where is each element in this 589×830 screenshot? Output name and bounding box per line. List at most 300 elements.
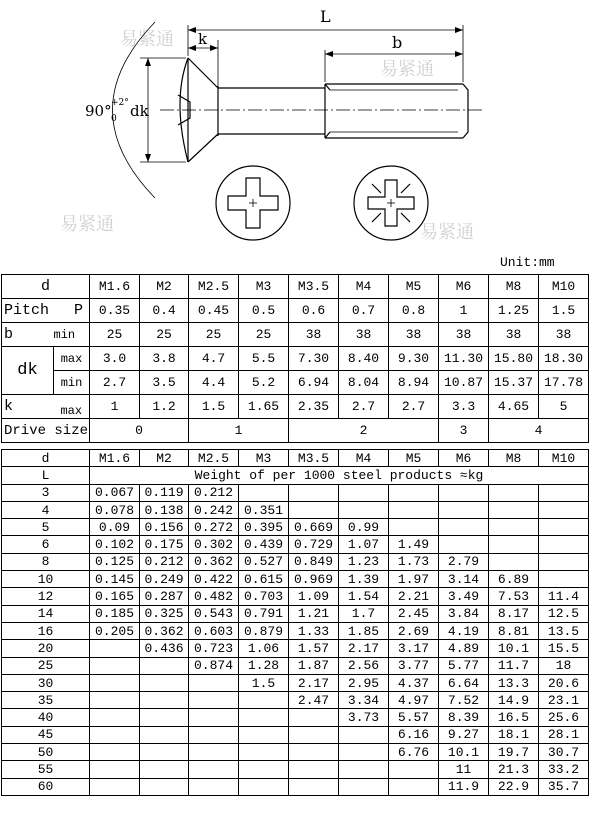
k-sub-label: max	[54, 395, 90, 419]
weight-cell	[539, 571, 589, 588]
weight-cell	[489, 536, 539, 553]
pitch-symbol: P	[74, 302, 84, 319]
table-row	[2, 761, 589, 778]
weight-cell: 9.27	[439, 726, 489, 743]
weight-cell	[189, 726, 239, 743]
weight-cell: 18.1	[489, 726, 539, 743]
b-value: 38	[439, 323, 489, 347]
angle-label: 90°	[85, 102, 112, 120]
weight-cell	[239, 778, 289, 795]
weight-cell: 3.73	[339, 709, 389, 726]
size-cell: M6	[439, 275, 489, 299]
table-row	[2, 605, 589, 622]
dk-max-value: 5.5	[239, 347, 289, 371]
weight-cell: 1.07	[339, 536, 389, 553]
weight-cell	[439, 519, 489, 536]
table-row	[2, 778, 589, 795]
weight-cell: 0.125	[90, 553, 140, 570]
size-cell: M2.5	[189, 450, 239, 467]
weight-cell: 2.21	[389, 588, 439, 605]
weight-cell: 11.9	[439, 778, 489, 795]
k-value: 1	[90, 395, 140, 419]
dimension-table	[1, 274, 589, 443]
weight-cell: 6.89	[489, 571, 539, 588]
weight-cell	[189, 761, 239, 778]
k-value: 1.65	[239, 395, 289, 419]
weight-cell: 12.5	[539, 605, 589, 622]
watermark: 易紧通	[120, 29, 174, 50]
k-label: k	[2, 395, 54, 419]
length-cell: 20	[2, 640, 90, 657]
size-cell: M8	[489, 275, 539, 299]
k-row	[2, 395, 589, 419]
watermark: 易紧通	[60, 214, 114, 235]
weight-cell: 33.2	[539, 761, 589, 778]
weight-cell: 8.17	[489, 605, 539, 622]
weight-body	[2, 484, 589, 795]
weight-cell	[90, 709, 140, 726]
weight-cell: 3.49	[439, 588, 489, 605]
weight-cell: 0.212	[189, 484, 239, 501]
weight-cell	[239, 709, 289, 726]
b-label: b	[392, 33, 403, 52]
pitch-value: 1.25	[489, 299, 539, 323]
dk-min-value: 4.4	[189, 371, 239, 395]
weight-cell	[339, 778, 389, 795]
dk-min-value: 8.04	[339, 371, 389, 395]
dk-min-value: 10.87	[439, 371, 489, 395]
drive-size-row	[2, 419, 589, 443]
weight-cell: 0.395	[239, 519, 289, 536]
b-label: b	[2, 323, 54, 347]
weight-cell: 0.969	[289, 571, 339, 588]
b-value: 38	[339, 323, 389, 347]
weight-cell: 0.422	[189, 571, 239, 588]
weight-cell: 3.84	[439, 605, 489, 622]
weight-cell	[239, 692, 289, 709]
weight-cell: 0.791	[239, 605, 289, 622]
weight-cell: 35.7	[539, 778, 589, 795]
b-value: 38	[389, 323, 439, 347]
weight-cell: 30.7	[539, 744, 589, 761]
weight-cell: 3.77	[389, 657, 439, 674]
size-cell: M5	[389, 275, 439, 299]
d-label: d	[2, 275, 90, 299]
weight-cell	[140, 692, 189, 709]
weight-cell	[189, 744, 239, 761]
weight-cell: 0.703	[239, 588, 289, 605]
pitch-text: Pitch	[4, 302, 50, 319]
dk-max-value: 7.30	[289, 347, 339, 371]
k-value: 2.7	[339, 395, 389, 419]
pitch-value: 1.5	[539, 299, 589, 323]
dk-max-value: 3.8	[140, 347, 189, 371]
dk-max-row	[2, 347, 589, 371]
pozi-recess-icon	[216, 166, 290, 240]
size-cell: M10	[539, 450, 589, 467]
weight-cell	[439, 536, 489, 553]
weight-cell	[389, 519, 439, 536]
pitch-value: 0.6	[289, 299, 339, 323]
weight-cell: 1.23	[339, 553, 389, 570]
weight-cell	[90, 640, 140, 657]
weight-cell: 10.1	[439, 744, 489, 761]
weight-cell: 28.1	[539, 726, 589, 743]
size-cell: M2	[140, 275, 189, 299]
b-value: 25	[189, 323, 239, 347]
weight-d-label: d	[2, 450, 90, 467]
weight-cell	[140, 674, 189, 691]
k-label: k	[198, 30, 208, 48]
cross-recess-icon	[354, 166, 428, 240]
dk-min-row	[2, 371, 589, 395]
b-value: 38	[289, 323, 339, 347]
size-header-row	[2, 275, 589, 299]
weight-cell: 2.17	[339, 640, 389, 657]
weight-cell	[289, 709, 339, 726]
weight-cell: 16.5	[489, 709, 539, 726]
weight-cell	[189, 778, 239, 795]
pitch-value: 0.45	[189, 299, 239, 323]
weight-cell	[289, 744, 339, 761]
length-cell: 25	[2, 657, 90, 674]
length-cell: 12	[2, 588, 90, 605]
weight-cell: 0.205	[90, 622, 140, 639]
dk-max-value: 9.30	[389, 347, 439, 371]
weight-cell: 0.874	[189, 657, 239, 674]
weight-cell: 2.95	[339, 674, 389, 691]
weight-cell	[539, 484, 589, 501]
weight-cell	[389, 778, 439, 795]
weight-cell: 4.19	[439, 622, 489, 639]
table-row	[2, 726, 589, 743]
weight-cell	[90, 778, 140, 795]
length-cell: 50	[2, 744, 90, 761]
pitch-value: 0.5	[239, 299, 289, 323]
drive-size-value: 0	[90, 419, 189, 443]
size-cell: M6	[439, 450, 489, 467]
pitch-value: 0.35	[90, 299, 140, 323]
k-value: 2.35	[289, 395, 339, 419]
weight-cell	[389, 484, 439, 501]
b-value: 38	[489, 323, 539, 347]
table-row	[2, 692, 589, 709]
table-row	[2, 588, 589, 605]
weight-cell: 0.287	[140, 588, 189, 605]
k-value: 4.65	[489, 395, 539, 419]
length-cell: 4	[2, 501, 90, 518]
dk-label: dk	[2, 347, 54, 395]
weight-cell: 1.7	[339, 605, 389, 622]
angle-tol-upper: +2°	[111, 98, 129, 108]
weight-cell: 0.175	[140, 536, 189, 553]
dk-max-label: max	[54, 347, 90, 371]
size-cell: M2.5	[189, 275, 239, 299]
weight-cell	[140, 726, 189, 743]
weight-cell: 0.302	[189, 536, 239, 553]
weight-cell: 0.145	[90, 571, 140, 588]
weight-cell: 11	[439, 761, 489, 778]
k-value: 3.3	[439, 395, 489, 419]
table-row	[2, 709, 589, 726]
weight-caption-row	[2, 467, 589, 484]
b-value: 38	[539, 323, 589, 347]
weight-cell	[189, 692, 239, 709]
weight-cell: 0.185	[90, 605, 140, 622]
dk-min-value: 15.37	[489, 371, 539, 395]
length-cell: 16	[2, 622, 90, 639]
L-label: L	[320, 7, 331, 26]
weight-cell: 8.39	[439, 709, 489, 726]
weight-cell: 1.09	[289, 588, 339, 605]
weight-cell: 0.879	[239, 622, 289, 639]
weight-cell	[439, 484, 489, 501]
table-row	[2, 501, 589, 518]
dk-max-value: 8.40	[339, 347, 389, 371]
weight-cell	[239, 761, 289, 778]
pitch-label	[2, 299, 90, 323]
weight-table	[1, 449, 589, 796]
watermark: 易紧通	[420, 222, 474, 243]
length-cell: 3	[2, 484, 90, 501]
weight-cell	[90, 744, 140, 761]
weight-cell: 4.89	[439, 640, 489, 657]
table-row	[2, 622, 589, 639]
weight-cell: 25.6	[539, 709, 589, 726]
weight-cell	[489, 553, 539, 570]
length-cell: 8	[2, 553, 90, 570]
weight-cell: 0.362	[140, 622, 189, 639]
weight-cell: 1.54	[339, 588, 389, 605]
weight-cell	[239, 744, 289, 761]
pitch-value: 1	[439, 299, 489, 323]
length-cell: 60	[2, 778, 90, 795]
weight-cell	[289, 761, 339, 778]
b-sub-label: min	[54, 323, 90, 347]
weight-cell	[90, 657, 140, 674]
weight-cell: 0.362	[189, 553, 239, 570]
weight-caption: Weight of per 1000 steel products ≈kg	[90, 467, 589, 484]
weight-cell: 1.97	[389, 571, 439, 588]
weight-cell: 0.165	[90, 588, 140, 605]
weight-cell: 1.33	[289, 622, 339, 639]
table-row	[2, 519, 589, 536]
size-cell: M3.5	[289, 450, 339, 467]
drive-size-value: 1	[189, 419, 289, 443]
dk-max-value: 18.30	[539, 347, 589, 371]
weight-cell	[539, 536, 589, 553]
weight-cell: 0.99	[339, 519, 389, 536]
weight-cell: 0.272	[189, 519, 239, 536]
weight-cell: 1.39	[339, 571, 389, 588]
length-cell: 45	[2, 726, 90, 743]
k-value: 1.5	[189, 395, 239, 419]
length-cell: 6	[2, 536, 90, 553]
weight-cell: 3.34	[339, 692, 389, 709]
table-row	[2, 640, 589, 657]
dk-max-value: 15.80	[489, 347, 539, 371]
weight-cell	[289, 726, 339, 743]
weight-cell: 2.47	[289, 692, 339, 709]
weight-cell	[140, 657, 189, 674]
weight-cell: 1.06	[239, 640, 289, 657]
weight-cell: 0.482	[189, 588, 239, 605]
weight-cell: 0.729	[289, 536, 339, 553]
dk-min-value: 17.78	[539, 371, 589, 395]
k-value: 5	[539, 395, 589, 419]
weight-cell	[239, 484, 289, 501]
weight-cell: 0.615	[239, 571, 289, 588]
weight-cell: 1.28	[239, 657, 289, 674]
weight-cell: 6.64	[439, 674, 489, 691]
weight-cell	[539, 553, 589, 570]
weight-cell: 0.212	[140, 553, 189, 570]
weight-cell: 1.5	[239, 674, 289, 691]
weight-cell: 0.351	[239, 501, 289, 518]
weight-L-label: L	[2, 467, 90, 484]
weight-cell: 15.5	[539, 640, 589, 657]
length-cell: 55	[2, 761, 90, 778]
k-value: 1.2	[140, 395, 189, 419]
weight-cell: 4.97	[389, 692, 439, 709]
pitch-value: 0.8	[389, 299, 439, 323]
screw-drawing	[0, 0, 589, 255]
b-value: 25	[239, 323, 289, 347]
table-row	[2, 657, 589, 674]
weight-cell: 0.102	[90, 536, 140, 553]
weight-cell: 0.849	[289, 553, 339, 570]
length-cell: 40	[2, 709, 90, 726]
b-value: 25	[140, 323, 189, 347]
table-row	[2, 553, 589, 570]
dk-min-value: 6.94	[289, 371, 339, 395]
size-cell: M5	[389, 450, 439, 467]
weight-cell	[489, 501, 539, 518]
pitch-row	[2, 299, 589, 323]
weight-cell: 2.45	[389, 605, 439, 622]
weight-cell	[539, 501, 589, 518]
size-cell: M3	[239, 450, 289, 467]
weight-cell: 5.57	[389, 709, 439, 726]
weight-cell: 5.77	[439, 657, 489, 674]
size-cell: M8	[489, 450, 539, 467]
b-value: 25	[90, 323, 140, 347]
drive-size-value: 4	[489, 419, 589, 443]
weight-cell: 3.17	[389, 640, 439, 657]
weight-cell: 0.119	[140, 484, 189, 501]
pitch-value: 0.4	[140, 299, 189, 323]
weight-cell: 7.52	[439, 692, 489, 709]
weight-cell	[439, 501, 489, 518]
weight-cell: 2.56	[339, 657, 389, 674]
weight-cell: 4.37	[389, 674, 439, 691]
size-cell: M4	[339, 450, 389, 467]
weight-cell	[140, 761, 189, 778]
weight-cell: 6.76	[389, 744, 439, 761]
weight-cell: 1.85	[339, 622, 389, 639]
weight-cell	[339, 744, 389, 761]
table-row	[2, 536, 589, 553]
weight-cell: 10.1	[489, 640, 539, 657]
weight-cell	[339, 761, 389, 778]
weight-cell	[289, 778, 339, 795]
dk-min-value: 8.94	[389, 371, 439, 395]
weight-cell: 0.543	[189, 605, 239, 622]
weight-cell: 3.14	[439, 571, 489, 588]
weight-cell: 19.7	[489, 744, 539, 761]
dk-label: dk	[130, 102, 149, 120]
weight-cell	[339, 726, 389, 743]
weight-size-header-row	[2, 450, 589, 467]
weight-cell: 23.1	[539, 692, 589, 709]
weight-cell: 0.669	[289, 519, 339, 536]
length-cell: 30	[2, 674, 90, 691]
angle-tol-lower: 0	[111, 114, 117, 124]
k-value: 2.7	[389, 395, 439, 419]
weight-cell: 0.436	[140, 640, 189, 657]
weight-cell: 1.21	[289, 605, 339, 622]
weight-cell: 6.16	[389, 726, 439, 743]
size-cell: M1.6	[90, 450, 140, 467]
b-row	[2, 323, 589, 347]
weight-cell	[489, 519, 539, 536]
weight-cell	[489, 484, 539, 501]
weight-cell	[289, 501, 339, 518]
weight-cell: 1.49	[389, 536, 439, 553]
weight-cell: 7.53	[489, 588, 539, 605]
weight-cell	[140, 744, 189, 761]
weight-cell: 0.138	[140, 501, 189, 518]
weight-cell: 13.5	[539, 622, 589, 639]
weight-cell	[389, 501, 439, 518]
weight-cell: 8.81	[489, 622, 539, 639]
weight-cell	[189, 674, 239, 691]
weight-cell: 0.067	[90, 484, 140, 501]
weight-cell: 1.73	[389, 553, 439, 570]
weight-cell	[90, 726, 140, 743]
drive-size-value: 2	[289, 419, 439, 443]
weight-cell	[339, 484, 389, 501]
weight-cell	[90, 692, 140, 709]
weight-cell: 2.69	[389, 622, 439, 639]
weight-cell: 2.79	[439, 553, 489, 570]
weight-cell	[90, 761, 140, 778]
dk-min-value: 3.5	[140, 371, 189, 395]
weight-cell	[539, 519, 589, 536]
weight-cell: 18	[539, 657, 589, 674]
weight-cell: 0.723	[189, 640, 239, 657]
weight-cell: 0.156	[140, 519, 189, 536]
weight-cell: 0.325	[140, 605, 189, 622]
size-cell: M3.5	[289, 275, 339, 299]
weight-cell	[90, 674, 140, 691]
weight-cell	[289, 484, 339, 501]
unit-label: Unit:mm	[500, 255, 555, 270]
weight-cell	[239, 726, 289, 743]
weight-cell: 0.603	[189, 622, 239, 639]
weight-cell: 0.242	[189, 501, 239, 518]
weight-cell: 2.17	[289, 674, 339, 691]
length-cell: 10	[2, 571, 90, 588]
size-cell: M3	[239, 275, 289, 299]
pitch-value: 0.7	[339, 299, 389, 323]
watermark: 易紧通	[380, 59, 434, 80]
table-row	[2, 744, 589, 761]
table-row	[2, 674, 589, 691]
weight-cell: 0.439	[239, 536, 289, 553]
weight-cell: 11.4	[539, 588, 589, 605]
table-row	[2, 484, 589, 501]
